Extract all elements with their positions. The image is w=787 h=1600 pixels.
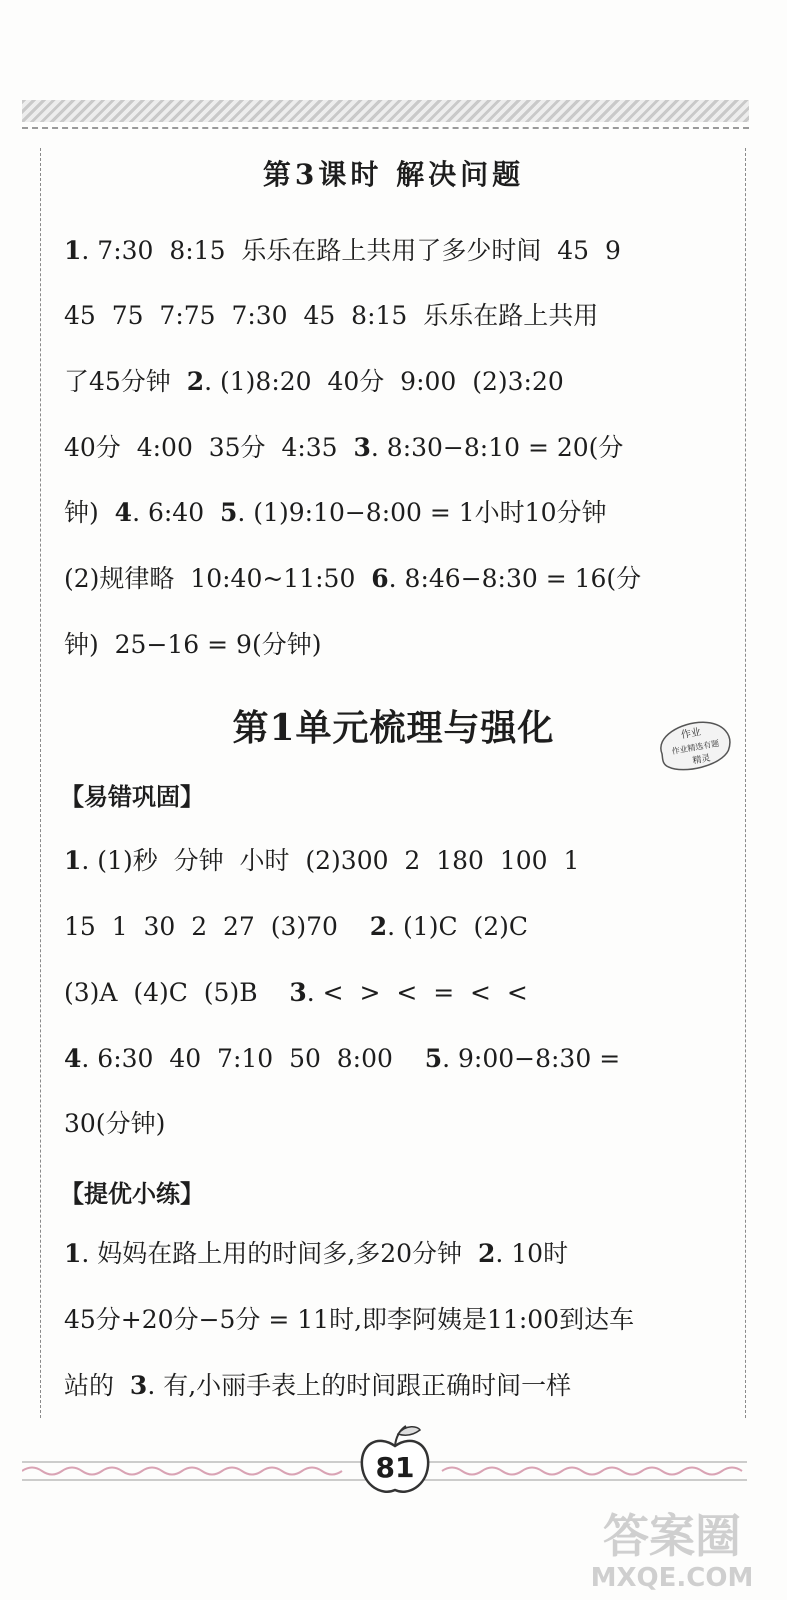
answer-text: 45分+20分−5分 = 11时,即李阿姨是11:00到达车 <box>64 1305 635 1334</box>
answer-text: (3)A (4)C (5)B <box>64 978 290 1007</box>
right-border <box>745 148 746 1418</box>
answer-text: 钟) <box>64 498 115 527</box>
answer-text: 了45分钟 <box>64 367 187 396</box>
q-num: 3 <box>129 1371 148 1400</box>
answer-text: . 9:00−8:30 = <box>442 1044 621 1073</box>
answer-line-6 <box>64 566 641 591</box>
q-num: 5 <box>220 498 238 527</box>
q-num: 2 <box>477 1239 496 1268</box>
answer-text: . 7:30 8:15 乐乐在路上共用了多少时间 45 9 <box>81 236 621 265</box>
answer-text: (2)规律略 10:40~11:50 <box>64 564 372 593</box>
q-num: 1 <box>64 1239 82 1268</box>
top-decor-band <box>22 100 749 122</box>
answer-text: . 有,小丽手表上的时间跟正确时间一样 <box>147 1371 572 1400</box>
section1-line-2 <box>64 914 528 939</box>
section2-line-2 <box>64 1307 634 1332</box>
answer-text: 30(分钟) <box>64 1109 166 1138</box>
watermark-logo <box>560 1500 785 1595</box>
lesson-title: 第3课时 解决问题 <box>262 158 525 191</box>
unit-title: 第1单元梳理与强化 <box>232 707 555 749</box>
answer-line-3 <box>64 369 564 394</box>
page-number: 81 <box>375 1451 415 1484</box>
answer-line-1 <box>64 238 621 263</box>
answer-text: . 6:40 <box>132 498 220 527</box>
answer-text: 站的 <box>64 1371 130 1400</box>
answer-text: . (1)8:20 40分 9:00 (2)3:20 <box>204 367 564 396</box>
section1-line-1 <box>64 848 579 873</box>
answer-text: . 妈妈在路上用的时间多,多20分钟 <box>81 1239 478 1268</box>
stamp-line-3: 精灵 <box>691 753 712 767</box>
q-num: 1 <box>64 236 82 265</box>
q-num: 2 <box>186 367 205 396</box>
stamp-line-2: 作业精选有题 <box>671 738 720 757</box>
q-num: 3 <box>289 978 307 1007</box>
answer-text: . 10时 <box>495 1239 569 1268</box>
answer-text: 钟) 25−16 = 9(分钟) <box>64 630 322 659</box>
q-num: 4 <box>114 498 133 527</box>
section1-line-5 <box>64 1111 165 1136</box>
answer-line-4 <box>64 435 623 460</box>
answer-text: . 6:30 40 7:10 50 8:00 <box>81 1044 425 1073</box>
q-num: 3 <box>353 433 371 462</box>
answer-text: 15 1 30 2 27 (3)70 <box>64 912 370 941</box>
answer-text: 40分 4:00 35分 4:35 <box>64 433 354 462</box>
answer-line-7 <box>64 632 321 657</box>
answer-text: . 8:30−8:10 = 20(分 <box>370 433 624 462</box>
section1-line-3 <box>64 980 528 1005</box>
answer-text: 45 75 7:75 7:30 45 8:15 乐乐在路上共用 <box>64 301 599 330</box>
watermark-main: 答案圈 <box>603 1509 741 1563</box>
answer-text: . (1)秒 分钟 小时 (2)300 2 180 100 1 <box>81 846 580 875</box>
q-num: 2 <box>369 912 388 941</box>
q-num: 4 <box>64 1044 82 1073</box>
watermark-sub: MXQE.COM <box>590 1563 754 1593</box>
answer-line-2 <box>64 303 598 328</box>
top-dashed-rule <box>22 127 749 129</box>
section-heading-1: 【易错巩固】 <box>60 783 204 811</box>
q-num: 5 <box>424 1044 443 1073</box>
answer-text: . 8:46−8:30 = 16(分 <box>388 564 642 593</box>
q-num: 1 <box>64 846 82 875</box>
answer-text: . (1)C (2)C <box>387 912 529 941</box>
section1-line-4 <box>64 1046 620 1071</box>
answer-line-5 <box>64 500 607 525</box>
left-border <box>40 148 41 1418</box>
section2-line-1 <box>64 1241 568 1266</box>
q-num: 6 <box>371 564 389 593</box>
answer-text: . < > < = < < <box>306 978 528 1007</box>
section2-line-3 <box>64 1373 571 1398</box>
section-heading-2: 【提优小练】 <box>60 1180 204 1208</box>
answer-text: . (1)9:10−8:00 = 1小时10分钟 <box>237 498 607 527</box>
stamp-line-1: 作业 <box>680 726 702 742</box>
